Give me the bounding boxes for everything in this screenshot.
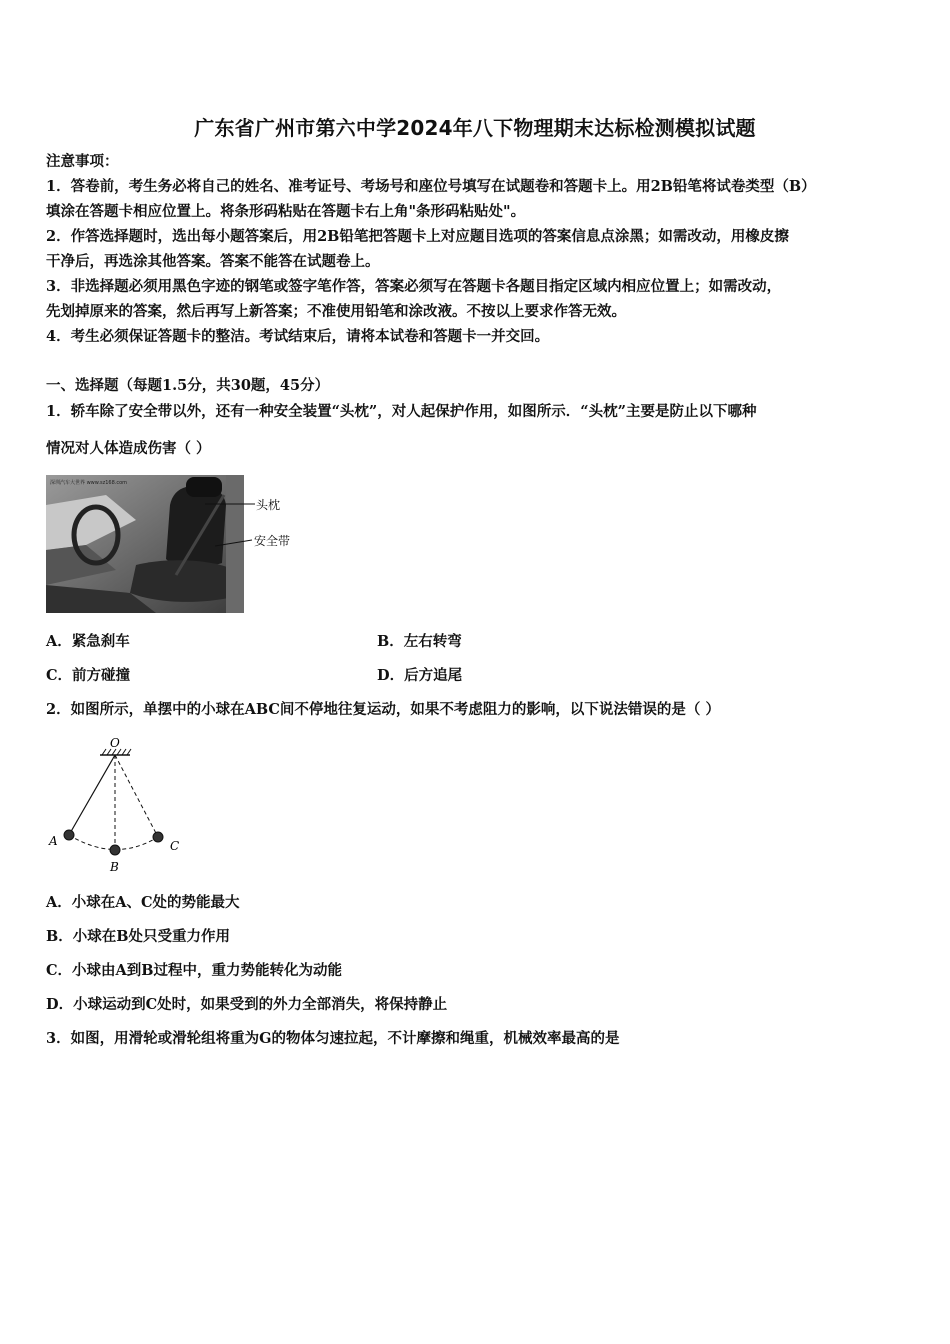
- notice-line: 干净后，再选涂其他答案。答案不能答在试题卷上。: [46, 253, 380, 270]
- option-text: 紧急刹车: [71, 633, 130, 650]
- option-key: B．: [46, 928, 73, 945]
- notice-line: 1．答卷前，考生务必将自己的姓名、准考证号、考场号和座位号填写在试题卷和答题卡上。用2B铅笔将试卷类型（B）: [46, 178, 816, 195]
- option-key: C．: [46, 667, 73, 684]
- page-title: 广东省广州市第六中学2024年八下物理期末达标检测模拟试题: [194, 116, 756, 140]
- ball-c: [153, 832, 163, 842]
- option-text: 小球由A到B过程中，重力势能转化为动能: [72, 962, 343, 979]
- option-text: 前方碰撞: [72, 667, 131, 684]
- label-a: A: [49, 834, 58, 848]
- option-text: 小球在B处只受重力作用: [72, 928, 231, 945]
- seatbelt-leader-line: [215, 540, 252, 546]
- question-1-stem-cont: 情况对人体造成伤害（ ）: [46, 440, 211, 457]
- q1-option-b[interactable]: [377, 632, 462, 652]
- ball-b: [110, 845, 120, 855]
- question-1-stem: 1．轿车除了安全带以外，还有一种安全装置“头枕”，对人起保护作用，如图所示．“头枕”主要是防止以下哪种: [46, 403, 757, 420]
- q2-option-b[interactable]: [46, 927, 230, 947]
- notice-line: 2．作答选择题时，选出每小题答案后，用2B铅笔把答题卡上对应题目选项的答案信息点涂黑；如需改动，用橡皮擦: [46, 228, 789, 245]
- headrest-label: 头枕: [256, 498, 281, 512]
- q2-option-a[interactable]: [46, 893, 240, 913]
- ball-a: [64, 830, 74, 840]
- q1-option-d[interactable]: [377, 666, 462, 686]
- option-key: A．: [46, 633, 72, 650]
- option-text: 小球运动到C处时，如果受到的外力全部消失，将保持静止: [73, 996, 448, 1013]
- seatbelt-label: 安全带: [254, 534, 291, 548]
- notice-heading: 注意事项：: [46, 153, 119, 170]
- option-key: B．: [377, 633, 404, 650]
- notice-line: 4．考生必须保证答题卡的整洁。考试结束后，请将本试卷和答题卡一并交回。: [46, 328, 550, 345]
- notice-line: 填涂在答题卡相应位置上。将条形码粘贴在答题卡右上角"条形码粘贴处"。: [46, 203, 526, 220]
- option-text: 左右转弯: [403, 633, 462, 650]
- photo-watermark: 深圳汽车大世界 www.sz168.com: [50, 480, 128, 486]
- string-to-c: [115, 755, 158, 837]
- q1-option-a[interactable]: [46, 632, 130, 652]
- pendulum-figure: [46, 733, 196, 878]
- label-c: C: [170, 839, 180, 853]
- option-text: 后方追尾: [404, 667, 463, 684]
- question-3-stem: 3．如图，用滑轮或滑轮组将重为G的物体匀速拉起，不计摩擦和绳重，机械效率最高的是: [46, 1030, 620, 1047]
- notice-line: 先划掉原来的答案，然后再写上新答案；不准使用铅笔和涂改液。不按以上要求作答无效。: [46, 303, 626, 320]
- q1-option-c[interactable]: [46, 666, 130, 686]
- label-o: O: [110, 736, 120, 750]
- section-heading: 一、选择题（每题1.5分，共30题，45分）: [46, 377, 330, 394]
- string-to-a: [69, 755, 115, 835]
- label-b: B: [110, 860, 119, 874]
- q2-option-d[interactable]: [46, 995, 447, 1015]
- option-text: 小球在A、C处的势能最大: [71, 894, 240, 911]
- option-key: A．: [46, 894, 72, 911]
- option-key: D．: [46, 996, 74, 1013]
- q2-option-c[interactable]: [46, 961, 342, 981]
- question-2-stem: 2．如图所示，单摆中的小球在ABC间不停地往复运动，如果不考虑阻力的影响，以下说法错误的是（ ）: [46, 701, 720, 718]
- option-key: D．: [377, 667, 405, 684]
- option-key: C．: [46, 962, 73, 979]
- notice-line: 3．非选择题必须用黑色字迹的钢笔或签字笔作答，答案必须写在答题卡各题目指定区域内相应位置上；如需改动，: [46, 278, 782, 295]
